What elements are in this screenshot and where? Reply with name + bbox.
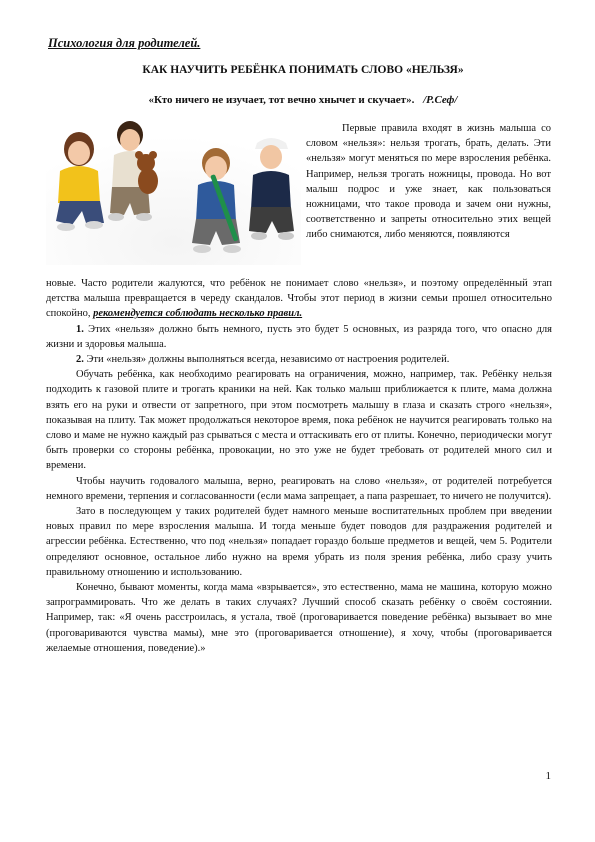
paragraph: Обучать ребёнка, как необходимо реагировать на ограничения, можно, например, так. Ребёнку нельзя подходить к газовой плите и трогать краники на ней. Как только малыш приближается к плите, мама должна взять его на руки и отвести от запретного, при этом посмотреть малышу в глаза и сказать строго «нельзя», показывая на плиту. Так может продолжаться некоторое время, пока ребёнок не научится реагировать только на слово и маме не нужно каждый раз срываться с места и оттаскивать его от плиты. Конечно, периодически могут быть проверки со стороны ребёнка, провокации, но это уже не будет требовать от родителей много сил и времени. [46,369,552,472]
paragraph: Чтобы научить годовалого малыша, верно, реагировать на слово «нельзя», от родителей потребуется немного времени, терпения и согласованности (если мама запрещает, а папа разрешает, то ничего не получится). [46,475,552,502]
intro-paragraph: Первые правила входят в жизнь малыша со словом «нельзя»: нельзя трогать, брать, делать. Эти «нельзя» могут меняться по мере взросления ребёнка. Например, нельзя трогать ножницы, провода. Но вот малыш подрос и уже знает, как пользоваться ножницами, что такое провода и зачем они нужны, соответственно и запреты относительно этих вещей либо снимаются, либо меняются, появляются [306,123,551,241]
epigraph-quote: «Кто ничего не изучает, тот вечно хнычет и скучает». [148,94,415,106]
intro-continuation-text: новые. Часто родители жалуются, что ребёнок не понимает слово «нельзя», и поэтому определённый этап детства малыша превращается в череду скандалов. Чтобы этот период в жизни семьи прошел относительно спокойно, [46,278,552,320]
rule-number: 2. [76,354,84,366]
rule-number: 1. [76,323,84,335]
rule-text: Эти «нельзя» должны выполняться всегда, независимо от настроения родителей. [86,354,450,366]
page-number: 1 [545,770,551,782]
intro-continuation [46,276,552,322]
rule-2 [46,352,552,367]
article-title: КАК НАУЧИТЬ РЕБЁНКА ПОНИМАТЬ СЛОВО «НЕЛЬЗЯ» [142,64,464,76]
emphasized-recommendation: рекомендуется соблюдать несколько правил. [93,308,303,320]
epigraph-author: /Р.Сеф/ [423,94,458,106]
paragraph: Конечно, бывают моменты, когда мама «взрывается», это естественно, мама не машина, которую можно запрограммировать. Что же делать в таких случаях? Лучший способ сказать ребёнку о своём состоянии. Например, так: «Я очень расстроилась, я устала, твоё (проговаривается поведение ребёнка) вызывает во мне (проговариваются чувства мамы), мне это (проговаривается отношение), я хочу, чтобы (проговаривается желаемые отношения, поведение).» [46,582,552,654]
section-header: Психология для родителей. [48,36,201,50]
children-photo [46,113,301,265]
epigraph [48,94,558,106]
rule-text: Этих «нельзя» должно быть немного, пусть это будет 5 основных, из разряда того, что опасно для жизни и здоровья малыша. [46,323,552,350]
paragraph: Зато в последующем у таких родителей будет намного меньше воспитательных проблем при введении новых правил по мере взросления малыша. И тогда меньше будет поводов для раздражения родителей и агрессии ребёнка. Естественно, что под «нельзя» попадает гораздо больше предметов и вещей, чем 5. Родители определяют основное, остальное либо нужно на время убрать из поля зрения ребёнка, либо сразу учить правильному отношению и использованию. [46,506,552,578]
article-body [46,276,552,656]
rule-1 [46,322,552,352]
